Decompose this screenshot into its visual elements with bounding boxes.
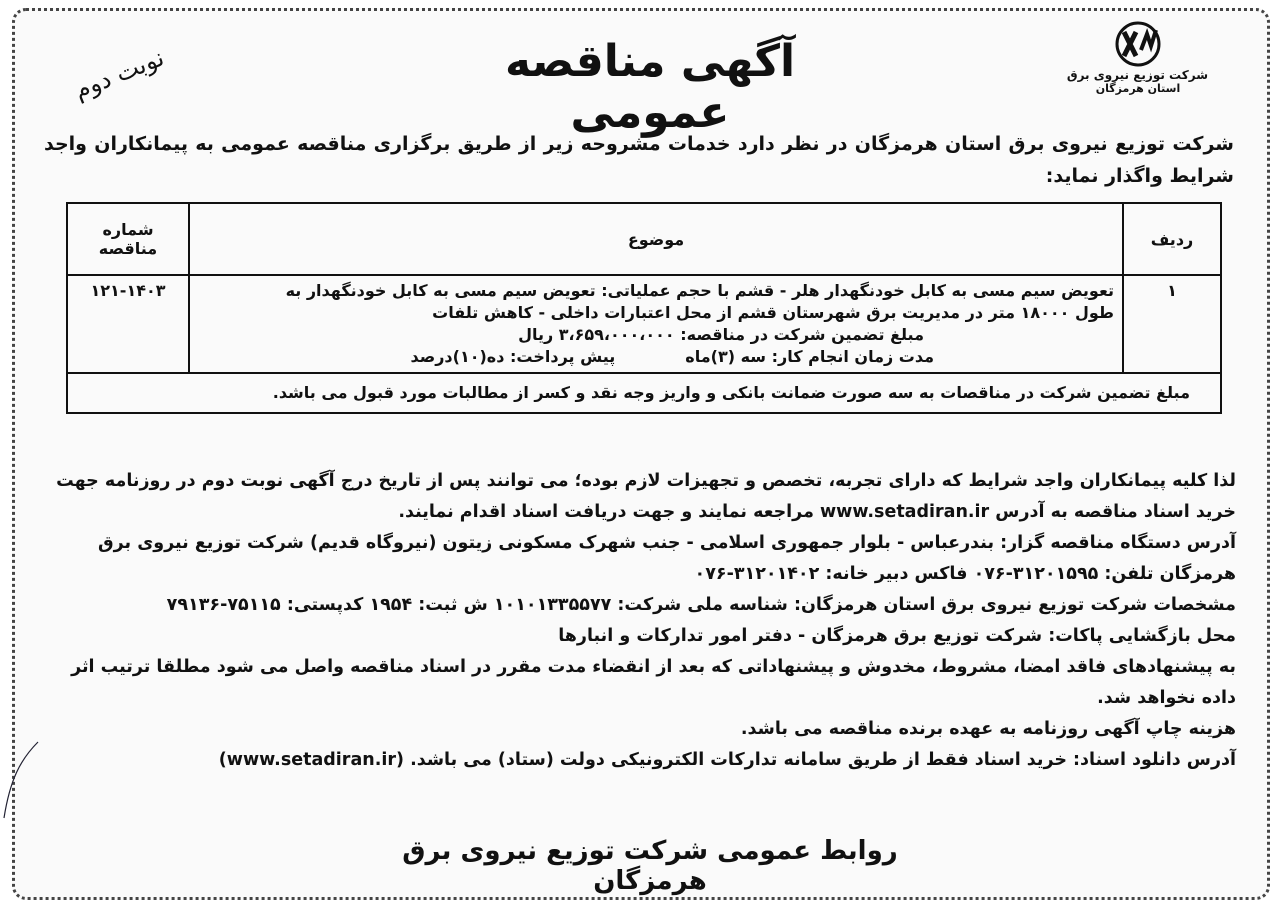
download-text: آدرس دانلود اسناد: خرید اسناد فقط از طریق سامانه تدارکات الکترونیکی دولت (ستاد) می باشد. — [410, 750, 1236, 770]
subject-line: طول ۱۸۰۰۰ متر در مدیریت برق شهرستان قشم از محل اعتبارات داخلی - کاهش تلفات — [432, 303, 1114, 322]
company-logo — [1068, 20, 1208, 115]
page-title: آگهی مناقصه عمومی — [504, 36, 796, 138]
header-tender-number: شماره مناقصه — [67, 203, 189, 275]
header-row-number: ردیف — [1123, 203, 1221, 275]
eligibility-text: لذا کلیه پیمانکاران واجد شرایط که دارای تجربه، تخصص و تجهیزات لازم بوده؛ می توانند پس از تاریخ درج آگهی نوبت دوم در روزنامه جهت خرید اسناد مناقصه به آدرس — [56, 471, 1236, 522]
logo-company-name: شرکت توزیع نیروی برق — [1066, 68, 1208, 82]
table-note-row — [67, 373, 1221, 413]
edge-pen-stroke-icon — [0, 740, 40, 820]
subject-line: مبلغ تضمین شرکت در مناقصه: ۳،۶۵۹،۰۰۰،۰۰۰ ریال — [518, 325, 924, 344]
cell-row-number: ۱ — [1123, 275, 1221, 373]
tender-table — [66, 202, 1222, 414]
printing-cost-paragraph: هزینه چاپ آگهی روزنامه به عهده برنده مناقصه می باشد. — [740, 719, 1236, 739]
power-company-emblem-icon — [1108, 20, 1168, 68]
intro-paragraph: شرکت توزیع نیروی برق استان هرمزگان در نظر دارد خدمات مشروحه زیر از طریق برگزاری مناقصه عمومی به پیمانکاران واجد شرایط واگذار نماید: — [44, 133, 1234, 187]
logo-province-name: استان هرمزگان — [1095, 82, 1181, 95]
address-paragraph: آدرس دستگاه مناقصه گزار: بندرعباس - بلوار جمهوری اسلامی - جنب شهرک مسکونی زیتون (نیروگاه قدیم) شرکت توزیع نیروی برق هرمزگان تلفن: ۳۱۲۰۱۵۹۵-۰۷۶ فاکس دبیر خانه: ۳۱۲۰۱۴۰۲-۰۷۶ — [98, 533, 1236, 584]
table-row — [67, 275, 1221, 373]
guarantee-note: مبلغ تضمین شرکت در مناقصات به سه صورت ضمانت بانکی و واریز وجه نقد و کسر از مطالبات مورد قبول می باشد. — [67, 373, 1221, 413]
round-note: نوبت دوم — [70, 43, 168, 105]
duration-line — [198, 346, 1114, 368]
eligibility-paragraph — [40, 466, 1236, 528]
opening-location-paragraph: محل بازگشایی پاکات: شرکت توزیع برق هرمزگان - دفتر امور تدارکات و انبارها — [558, 626, 1236, 646]
cell-subject — [189, 275, 1123, 373]
prepayment-text: پیش پرداخت: ده(۱۰)درصد — [410, 347, 616, 366]
duration-text: مدت زمان انجام کار: سه (۳)ماه — [685, 347, 934, 366]
download-paragraph — [40, 745, 1236, 776]
setadiran-link[interactable]: www.setadiran.ir — [820, 502, 990, 522]
header-subject: موضوع — [189, 203, 1123, 275]
rejection-paragraph: به پیشنهادهای فاقد امضا، مشروط، مخدوش و پیشنهاداتی که بعد از انقضاء مدت مقرر در اسناد مناقصه واصل می شود مطلقا ترتیب اثر داده نخواهد شد. — [71, 657, 1236, 708]
cell-tender-number: ۱۲۱-۱۴۰۳ — [67, 275, 189, 373]
body-text — [40, 466, 1236, 776]
download-link[interactable]: (www.setadiran.ir) — [218, 750, 404, 770]
subject-line: تعویض سیم مسی به کابل خودنگهدار هلر - قشم با حجم عملیاتی: تعویض سیم مسی به کابل خودنگهدار به — [285, 281, 1114, 300]
company-details-paragraph: مشخصات شرکت توزیع نیروی برق استان هرمزگان: شناسه ملی شرکت: ۱۰۱۰۱۳۳۵۵۷۷ ش ثبت: ۱۹۵۴ کدپستی: ۷۵۱۱۵-۷۹۱۳۶ — [166, 595, 1236, 615]
eligibility-tail: مراجعه نمایند و جهت دریافت اسناد اقدام نمایند. — [398, 502, 814, 522]
footer-signature: روابط عمومی شرکت توزیع نیروی برق هرمزگان — [402, 836, 898, 896]
table-header-row — [67, 203, 1221, 275]
